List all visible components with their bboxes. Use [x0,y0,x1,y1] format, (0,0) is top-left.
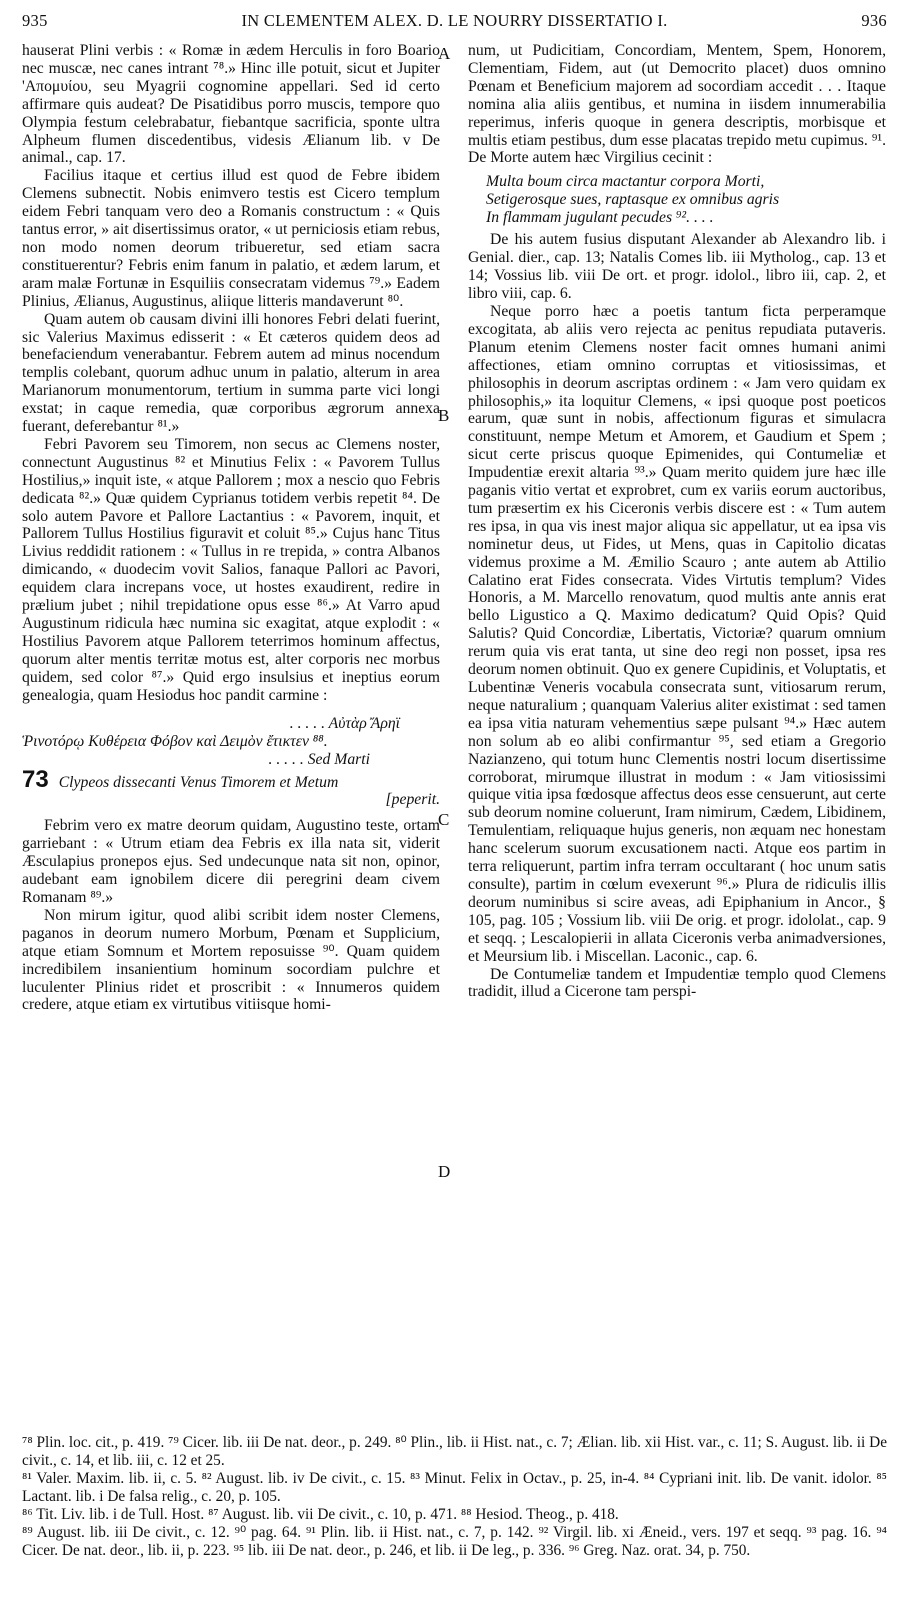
paragraph: Non mirum igitur, quod alibi scribit idem noster Clemens, paganos in deorum numero Morbum, Pœnam et Supplicium, atque etiam Somnum et Mortem reposuisse ⁹⁰. Quam quidem incredibilem insanientium hominum socordiam pulchre et luculenter Plinius ridet et proscribit : « Innumeros quidem credere, atque etiam ex virtutibus vitiisque homi- [22,906,440,1014]
footnote-line: ⁸⁹ August. lib. iii De civit., c. 12. ⁹⁰ pag. 64. ⁹¹ Plin. lib. ii Hist. nat., c. 7, p. 142. ⁹² Virgil. lib. xi Æneid., vers. 197 et seqq. ⁹³ pag. 16. ⁹⁴ Cicer. De nat. deor., lib. ii, p. 223. ⁹⁵ lib. iii De nat. deor., p. 246, et lib. ii De leg., p. 336. ⁹⁶ Greg. Naz. orat. 34, p. 750. [22,1524,887,1559]
greek-line: . . . . . Αὐτὰρ Ἄρηϊ [289,714,400,732]
paragraph: hauserat Plini verbis : « Romæ in ædem Herculis in foro Boario nec muscæ, nec canes intrant ⁷⁸.» Hinc ille potuit, sicut et Jupiter 'Απομυίου, seu Myagrii cognomine appellari. Sed id certo affirmare quis audeat? De Pisatidibus porro muscis, tempore quo Olympia festum celebrabatur, fiebantque sacrificia, sponte ultra Alpheum flumen discedentibus, videsis Ælianum lib. v De animal., cap. 17. [22,42,440,167]
paragraph: Quam autem ob causam divini illi honores Febri delati fuerint, sic Valerius Maximus edisserit : « Et cæteros quidem deos ad benefaciendum venerabantur. Febrem autem ad minus nocendum templis colebant, quorum adhuc unum in palatio, alterum in area Marianorum monumentorum, tertium in summa parte vici longi exstat; in caque remedia, quæ corporibus ægrorum annexa fuerant, deferebantur ⁸¹.» [22,310,440,436]
verse-line: In flammam jugulant pecudes ⁹². . . . [486,209,714,227]
paragraph: Febrim vero ex matre deorum quidam, Augustino teste, ortam garriebant : « Utrum etiam dea Febris ex illa nata sit, viderit Æsculapius pronepos ejus. Sed undecunque nata sit non, opinor, audebant eam ignobilem dicere dii peregrini deam civem Romanam ⁸⁹.» [22,817,440,906]
footnote-line: ⁷⁸ Plin. loc. cit., p. 419. ⁷⁹ Cicer. lib. iii De nat. deor., p. 249. ⁸⁰ Plin., lib. ii Hist. nat., c. 7; Ælian. lib. xii Hist. var., c. 11; S. August. lib. ii De civit., c. 14, et lib. iii, c. 12 et 25. [22,1434,887,1469]
verse-line: Multa boum circa mactantur corpora Morti, [486,173,765,191]
greek-line: Ῥινοτόρῳ Κυθέρεια Φόβον καὶ Δειμὸν ἔτικτεν ⁸⁸. [22,732,328,750]
paragraph: De Contumeliæ tandem et Impudentiæ templo quod Clemens tradidit, illud a Cicerone tam perspi- [468,965,886,1001]
verse-quotation [486,173,886,227]
paragraph: Facilius itaque et certius illud est quod de Febre ibidem Clemens subnectit. Nobis enimvero testis est Cicero templum eidem Febri tanquam vero deo a Romanis constructum : « Quis tantus error, » ait disertissimus orator, « ut perniciosis etiam rebus, non modo nomen deorum tribueretur, sed etiam sacra constituerentur? Febris enim fanum in palatio, et ædem larum, et aram malæ Fortunæ in Esquiliis consecratam videmus ⁷⁹.» Eadem Plinius, Ælianus, Augustinus, aliique litteris mandaverunt ⁸⁰. [22,167,440,310]
right-column [468,42,886,1001]
section-line [22,765,440,793]
verse-line: Clypeos dissecanti Venus Timorem et Metum [58,773,339,791]
left-column [22,42,440,1014]
verse-end: [peperit. [385,791,440,809]
latin-line: . . . . . Sed Marti [268,750,370,768]
footnote-line: ⁸⁶ Tit. Liv. lib. i de Tull. Host. ⁸⁷ August. lib. vii De civit., c. 10, p. 471. ⁸⁸ Hesiod. Theog., p. 418. [22,1506,619,1523]
greek-quotation [22,715,440,769]
verse-line: Setigerosque sues, raptasque ex omnibus agris [486,191,780,209]
paragraph: num, ut Pudicitiam, Concordiam, Mentem, Spem, Honorem, Clementiam, Fidem, aut (ut Democrito placet) duos omnino Pœnam et Beneficium majorem ad socordiam accedit . . . Itaque nomina alia aliis gentibus, et numina in iisdem innumerabilia reperimus, inferis quoque in genera descriptis, morbisque et multis etiam pestibus, dum esse placatas trepido metu cupimus. ⁹¹. De Morte autem hæc Virgilius cecinit : [468,42,886,167]
page-header [22,10,887,32]
paragraph: Febri Pavorem seu Timorem, non secus ac Clemens noster, connectunt Augustinus ⁸² et Minutius Felix : « Pavorem Tullus Hostilius,» inquit iste, « atque Pallorem ; mox a nescio quo Febris dedicata ⁸².» Quæ quidem Cyprianus totidem verbis repetit ⁸⁴. De solo autem Pavore et Pallore Lactantius : « Pavorem, inquit, et Pallorem Tullus Hostilius figuravit et coluit ⁸⁵.» Cujus hanc Titus Livius reddidit rationem : « Tullus in re trepida, » contra Albanos dimicando, « duodecim vovit Salios, fanaque Pallori ac Pavori, equidem clara increpans voce, ut hostes exaudirent, redire in prælium jubet ; nihil trepidatione opus esse ⁸⁶.» At Varro apud Augustinum ridicula hæc numina sic exagitat, atque explodit : « Hostilius Pavorem atque Pallorem teterrimos hominum affectus, quorum alter mentis territæ motus est, alter corporis nec morbus quidem, sed color ⁸⁷.» Quid ergo insulsius et ineptius eorum genealogia, quam Hesiodus hoc pandit carmine : [22,435,440,704]
margin-letter-d: D [438,1162,451,1181]
paragraph: De his autem fusius disputant Alexander ab Alexandro lib. i Genial. dier., cap. 13; Natalis Comes lib. iii Mytholog., cap. 13 et 14; Vossius lib. viii De ort. et progr. idolol., libro iii, cap. 2, et libro viii, cap. 6. [468,231,886,303]
footnotes [22,1434,887,1560]
section-number: 73 [22,765,49,793]
page-number-right: 936 [861,11,887,30]
page-number-left: 935 [22,11,48,30]
margin-letter-b: B [438,406,450,425]
running-title: IN CLEMENTEM ALEX. D. LE NOURRY DISSERTATIO I. [241,11,668,30]
margin-letter-a: A [438,44,451,63]
paragraph: Neque porro hæc a poetis tantum ficta perperamque excogitata, ab aliis vero rejecta ac penitus repudiata putaveris. Planum etenim Clemens noster facit omnes humani animi affectiones, etiam omnino corruptas et vitiosissimas, et philosophis in deorum ascriptas ordinem : « Jam vero quidam ex philosophis,» ita loquitur Clemens, « ipsi quoque post poeticos earum, quæ sunt in nobis, affectionum figuras et simulacra constituunt, nempe Metum et Amorem, et Gaudium et Spem ; sicut certe priscus quoque Epimenides, qui Contumeliæ et Impudentiæ erexit altaria ⁹³.» Quam merito quidem jure hæc ille paganis vitio vertat et exprobret, cum ex variis eorum auctoribus, tum præsertim ex his Ciceronis verbis discere est : « Tum autem res ipsa, in qua vis inest major aliqua sic appellatur, ut ea ipsa vis nominetur deus, ut Fides, ut Mens, quas in Capitolio dicatas videmus proxime a M. Æmilio Scauro ; ante autem ab Attilio Calatino erat Fides consecrata. Vides Virtutis templum? Vides Honoris, a M. Marcello renovatum, quod multis ante annis erat bello Ligustico a Q. Maximo dedicatum? Quid Opis? Quid Salutis? Quid Concordiæ, Libertatis, Victoriæ? quarum omnium rerum quia vis erat tanta, ut sine deo regi non posset, ipsa res deorum nomen obtinuit. Quo ex genere Cupidinis, et Voluptatis, et Lubentinæ Veneris vocabula consecrata sunt, vitiosarum rerum, neque naturalium ; quanquam Valerius aliter existimat : sed tamen ea ipsa vitia naturam vehementius sæpe pulsant ⁹⁴.» Hæc autem non solum ab eo alibi confirmantur ⁹⁵, sed etiam a Gregorio Nazianzeno, qui totum hunc Clementis nostri locum disertissime corroborat, mirumque illustrat in modum : « Jam vitiosissimi quique vitia ipsa fœdosque affectus deos esse censuerunt, aut certe sub deorum nomine coluerunt, Iram nimirum, Cædem, Libidinem, Temulentiam, reliquaque hujus generis, non æquam nec honestam hanc scelerum suorum excusationem nacti. Atque eos partim in terra reliquerunt, partim infra terram occultarant ( hoc unum satis consulte), partim in cœlum evexerunt ⁹⁶.» Plura de ridiculis illis deorum numinibus si scire aveas, adi Epiphanium in Ancor., § 105, pag. 105 ; Vossium lib. viii De orig. et progr. idololat., cap. 9 et seqq. ; Lescalopierii in allata Ciceronis verba animadversiones, et Meursium lib. i Miscellan. Laconic., cap. 6. [468,302,886,965]
footnote-line: ⁸¹ Valer. Maxim. lib. ii, c. 5. ⁸² August. lib. iv De civit., c. 15. ⁸³ Minut. Felix in Octav., p. 25, in-4. ⁸⁴ Cypriani init. lib. De vanit. idolor. ⁸⁵ Lactant. lib. i De falsa relig., c. 20, p. 105. [22,1470,887,1505]
margin-letter-c: C [438,810,450,829]
